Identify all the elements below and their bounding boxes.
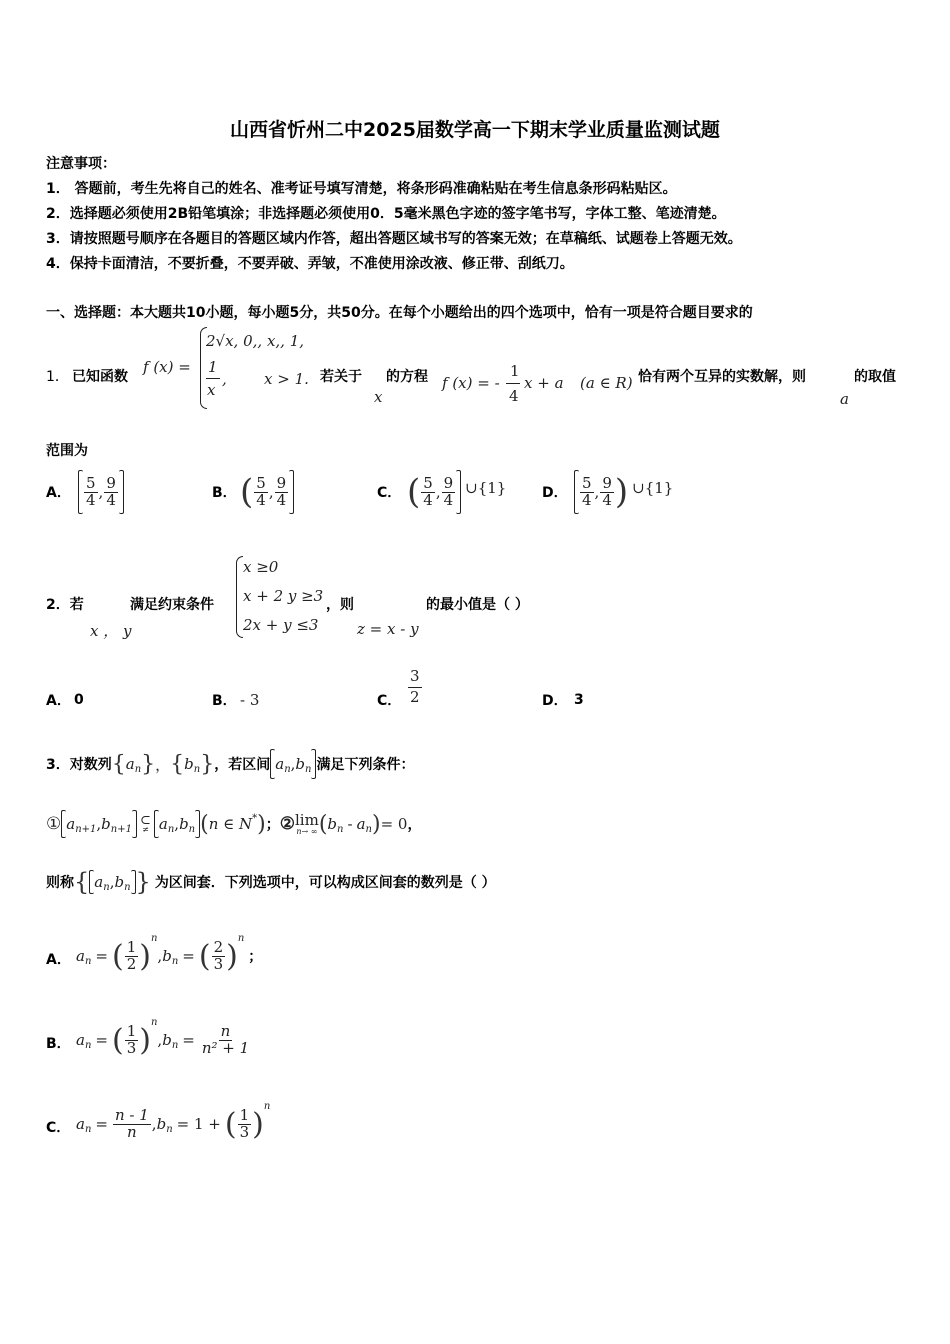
q1-fx: f (x) = <box>143 358 191 376</box>
q1-option-a[interactable]: A． $\frac{5}{4}$ , $\frac{9}{4}$ <box>46 470 124 514</box>
q2-option-b[interactable] <box>212 690 259 710</box>
q1-var-a: a <box>840 390 849 408</box>
q1-var-x: x <box>374 388 383 406</box>
q1-option-c-bracket-right <box>456 470 461 514</box>
q1-option-b-bracket-right <box>289 470 294 514</box>
q2-option-d-label: D． <box>542 693 568 709</box>
notice-item-3: 3．请按照题号顺序在各题目的答题区域内作答，超出答题区域书写的答案无效；在草稿纸、试题卷上答题无效。 <box>46 231 742 247</box>
q1-option-c-paren-left: ( <box>407 472 421 512</box>
q1-text-6: 范围为 <box>46 443 88 459</box>
q1-option-c-frac-2: $\frac{9}{4}$ <box>443 473 454 509</box>
q1-eq-num: 1 <box>510 362 520 380</box>
q2-option-b-label: B． <box>212 693 237 709</box>
q3-option-a-label: A． <box>46 952 71 968</box>
q1-eq-den: 4 <box>509 387 519 405</box>
q3-subset-symbol: ⊂ <box>139 812 151 828</box>
notice-item-4: 4．保持卡面清洁，不要折叠，不要弄破、弄皱，不准使用涂改液、修正带、刮纸刀。 <box>46 256 574 272</box>
q2-text-3: 的最小值是（ ） <box>426 597 529 613</box>
q1-case-2-cond: x > 1. <box>264 370 309 388</box>
q2-text-2: ，则 <box>326 597 354 613</box>
q3-seq-b: b <box>184 755 194 773</box>
q1-number: 1． <box>46 369 69 385</box>
q2-number: 2．若 <box>46 597 84 613</box>
q2-option-b-value: - 3 <box>240 691 260 709</box>
q3-limit: lim n→ ∞ <box>295 810 319 836</box>
q3-cond-2-mark: ② <box>279 814 295 834</box>
q1-option-b-frac-1: $\frac{5}{4}$ <box>256 473 266 509</box>
q1-text-5: 的取值 <box>854 369 896 385</box>
q2-vars: x ， y <box>90 622 132 640</box>
q1-option-d-label: D． <box>542 485 568 501</box>
q1-option-a-frac-2: $\frac{9}{4}$ <box>106 473 116 509</box>
q1-eq-left: f (x) = - <box>442 374 500 392</box>
q2-objective: z = x - y <box>357 620 419 638</box>
q1-option-c-label: C． <box>377 485 402 501</box>
section-heading: 一、选择题：本大题共10小题，每小题5分，共50分。在每个小题给出的四个选项中，恰有一项是符合题目要求的 <box>46 305 753 321</box>
q3-cond-1-domain: n ∈ N <box>208 815 253 833</box>
q1-text-4: 恰有两个互异的实数解，则 <box>638 369 806 385</box>
q2-option-c[interactable] <box>377 664 423 710</box>
q3-text-3: 则称 <box>46 875 74 891</box>
q1-option-a-frac-1: $\frac{5}{4}$ <box>86 473 96 509</box>
q1-text-3: 的方程 <box>386 369 428 385</box>
q3-interval: a <box>275 755 285 773</box>
q1-case-1: 2√x, 0,, x,, 1, <box>206 332 305 350</box>
q1-case-2-comma: , <box>222 370 227 388</box>
notice-item-2: 2．选择题必须使用2B铅笔填涂；非选择题必须使用0．5毫米黑色字迹的签字笔书写，字体工整、笔迹清楚。 <box>46 206 726 222</box>
q1-option-a-bracket-left <box>78 470 83 514</box>
q1-eq-cond: (a ∈ R) <box>580 374 633 392</box>
page-title: 山西省忻州二中2025届数学高一下期末学业质量监测试题 <box>230 119 720 141</box>
q3-conditions-line: ① a n+1 , b n+1 ⊂ ≠ a n , b n ( n ∈ N * ) ； ② lim n→ ∞ ( b n - a n ) = 0 ， <box>46 810 422 837</box>
q1-case-2-num: 1 <box>208 358 218 376</box>
q1-option-a-bracket-right <box>119 470 124 514</box>
q1-option-c-frac-1: $\frac{5}{4}$ <box>423 473 433 509</box>
q3-stem-line: 3．对数列 { a n } ， { b n } ，若区间 a n , b n 满足下列条件： <box>46 746 414 782</box>
q1-text-1: 已知函数 <box>72 369 128 385</box>
q2-constraint-1: x ≥0 <box>243 558 279 576</box>
q1-case-2-den: x <box>207 381 216 399</box>
q1-option-b-label: B． <box>212 485 237 501</box>
q1-option-d-frac-2: $\frac{9}{4}$ <box>602 473 612 509</box>
q1-option-d[interactable]: D． $\frac{5}{4}$ , $\frac{9}{4}$ ) ∪{1} <box>542 472 674 512</box>
q1-option-d-bracket-left <box>574 470 579 514</box>
q2-option-c-label: C． <box>377 693 402 709</box>
q3-option-a[interactable]: A． a n = ( $\frac{1}{2}$ ) n , b n = ( $\frac{2}{3}$ ) n ； <box>46 932 263 974</box>
q3-number: 3．对数列 <box>46 757 112 773</box>
q1-option-a-label: A． <box>46 485 71 501</box>
q2-option-a-value: 0 <box>74 692 84 708</box>
q2-option-d[interactable] <box>542 690 584 710</box>
q2-text-1: 满足约束条件 <box>130 597 214 613</box>
q2-option-d-value: 3 <box>574 692 584 708</box>
q1-case-2-bar <box>206 378 220 379</box>
q1-option-d-frac-1: $\frac{5}{4}$ <box>582 473 592 509</box>
q3-text-1: ，若区间 <box>214 757 271 773</box>
q1-option-d-union: ∪{1} <box>632 479 674 497</box>
q3-cond-1-mark: ① <box>46 814 62 834</box>
q1-option-c-union: ∪{1} <box>465 479 507 497</box>
q2-option-c-frac: $\frac{3}{2}$ <box>410 667 420 706</box>
q3-option-c[interactable]: C． a n = $\frac{n - 1}{n}$ , b n = 1 + ( $\frac{1}{3}$ ) n <box>46 1100 271 1142</box>
q3-text-2: 满足下列条件： <box>316 757 415 773</box>
q1-option-d-paren-right: ) <box>614 472 629 512</box>
q3-option-b-label: B． <box>46 1036 71 1052</box>
q3-seq-a: a <box>125 755 135 773</box>
q2-constraint-brace <box>236 556 243 638</box>
q2-option-a-label: A． <box>46 693 71 709</box>
q2-constraint-3: 2x + y ≤3 <box>243 616 319 634</box>
q1-option-b-paren-left: ( <box>240 472 254 512</box>
q1-option-b-frac-2: $\frac{9}{4}$ <box>276 473 287 509</box>
q3-text-4: 为区间套．下列选项中，可以构成区间套的数列是（ ） <box>154 875 496 891</box>
q1-eq-right: x + a <box>524 374 564 392</box>
notice-item-1: 1． 答题前，考生先将自己的姓名、准考证号填写清楚，将条形码准确粘贴在考生信息条形码粘贴区。 <box>46 181 677 197</box>
q1-text-2: 若关于 <box>320 369 362 385</box>
q1-eq-bar <box>506 383 520 384</box>
q3-definition-line: 则称 { a n , b n } 为区间套．下列选项中，可以构成区间套的数列是（ ） <box>46 868 496 896</box>
notice-heading: 注意事项： <box>46 156 116 172</box>
q1-option-c[interactable]: C． ( $\frac{5}{4}$ , $\frac{9}{4}$ ∪{1} <box>377 472 507 512</box>
q1-option-b[interactable]: B． ( $\frac{5}{4}$ , $\frac{9}{4}$ <box>212 470 294 514</box>
q3-option-b[interactable]: B． a n = ( $\frac{1}{3}$ ) n , b n = $\frac{n}{\text{n² + 1}}$ <box>46 1016 250 1058</box>
q2-constraint-2: x + 2 y ≥3 <box>243 587 324 605</box>
q2-option-a[interactable] <box>46 690 84 710</box>
q3-option-c-label: C． <box>46 1120 71 1136</box>
